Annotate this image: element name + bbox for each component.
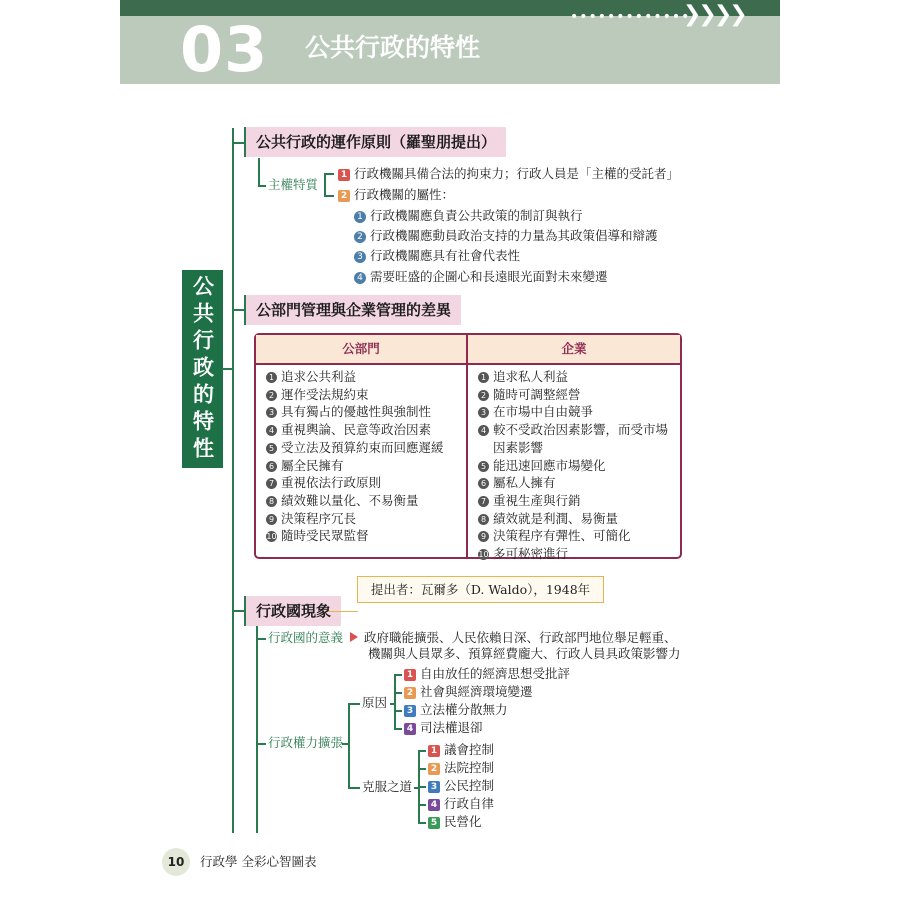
sub-branch-line — [256, 638, 266, 640]
table-row: 4 較不受政治因素影響，而受市場 — [478, 421, 668, 439]
callout-pointer — [328, 611, 358, 612]
table-row: 1 追求公共利益 — [266, 368, 444, 386]
sub-bracket-line — [342, 743, 348, 745]
section-header-principles: 公共行政的運作原則（羅聖朋提出） — [246, 127, 506, 157]
sub-bracket-line — [348, 703, 350, 787]
expansion-label: 行政權力擴張 — [268, 735, 344, 750]
table-row: 2 運作受法規約束 — [266, 386, 444, 404]
table-row: 2 隨時可調整經營 — [478, 386, 668, 404]
table-row: 4 重視輿論、民意等政治因素 — [266, 421, 444, 439]
cause-bracket-line — [394, 674, 396, 728]
main-tree-line — [232, 128, 234, 833]
table-row: 8 績效就是利潤、易衡量 — [478, 510, 668, 528]
table-row: 5 能迅速回應市場變化 — [478, 457, 668, 475]
cause-bracket-line — [394, 674, 402, 676]
triangle-arrow-icon — [350, 632, 358, 642]
table-row: 7 重視生產與行銷 — [478, 492, 668, 510]
table-row: 1 追求私人利益 — [478, 368, 668, 386]
header-chevrons-icon: ❯❯❯❯ — [683, 2, 745, 27]
cause-item: 1 自由放任的經濟思想受批評 — [404, 666, 570, 682]
remedy-bracket-line — [418, 786, 426, 788]
comparison-table — [254, 333, 682, 562]
cause-label: 原因 — [362, 695, 388, 710]
header-dots-decoration: •••••••••••••• — [570, 9, 700, 25]
page-number: 10 — [162, 848, 190, 876]
chapter-number: 03 — [180, 13, 269, 86]
table-row: 3 具有獨占的優越性與強制性 — [266, 403, 444, 421]
section-header-administrative-state: 行政國現象 — [246, 596, 341, 626]
cause-item: 4 司法權退卻 — [404, 720, 483, 736]
remedy-label: 克服之道 — [362, 779, 413, 794]
cause-item: 3 立法權分散無力 — [404, 702, 508, 718]
meaning-text-line: 機關與人員眾多、預算經費龐大、行政人員具政策影響力 — [368, 646, 681, 661]
table-row: 10 隨時受民眾監督 — [266, 528, 369, 544]
remedy-bracket-line — [418, 768, 426, 770]
side-connector — [222, 368, 234, 370]
cause-bracket-line — [394, 710, 402, 712]
sub-tree-line — [258, 158, 260, 185]
list-item: 2 行政機關的屬性： — [338, 187, 454, 203]
book-title: 行政學 全彩心智圖表 — [200, 854, 317, 869]
chapter-title: 公共行政的特性 — [305, 33, 481, 62]
table-row: 5 受立法及預算約束而回應遲緩 — [266, 439, 444, 457]
table-row: 10 多可秘密進行 — [478, 546, 569, 562]
number-badge: 2 — [338, 190, 350, 202]
table-row: 7 重視依法行政原則 — [266, 474, 444, 492]
number-circle: 2 — [354, 231, 366, 243]
number-circle: 4 — [354, 272, 366, 284]
column-header-public: 公部門 — [342, 341, 380, 356]
branch-line — [232, 142, 244, 144]
table-row: 6 屬全民擁有 — [266, 457, 444, 475]
sub-branch-line — [258, 185, 266, 187]
meaning-label: 行政國的意義 — [268, 630, 344, 645]
branch-line — [232, 610, 244, 612]
cause-bracket-line — [394, 692, 402, 694]
table-row: 9 決策程序有彈性、可簡化 — [478, 527, 668, 545]
remedy-bracket-line — [418, 804, 426, 806]
branch-line — [232, 309, 244, 311]
sub-bracket-line — [348, 703, 360, 705]
sovereignty-label: 主權特質 — [268, 177, 319, 192]
list-item: 4 需要旺盛的企圖心和長遠眼光面對未來變遷 — [354, 269, 608, 285]
sub-branch-line — [256, 743, 266, 745]
business-list — [478, 368, 668, 563]
remedy-item: 2 法院控制 — [428, 760, 494, 776]
number-badge: 1 — [338, 169, 350, 181]
meaning-text-line: 政府職能擴張、人民依賴日深、行政部門地位舉足輕重、 — [350, 630, 677, 646]
list-item: 2 行政機關應動員政治支持的力量為其政策倡導和辯護 — [354, 228, 658, 244]
cause-item: 2 社會與經濟環境變遷 — [404, 684, 533, 700]
table-row: 6 屬私人擁有 — [478, 474, 668, 492]
table-row-continued: 因素影響 — [493, 439, 544, 455]
side-label: 公共行政的特性 — [182, 270, 223, 468]
cause-bracket-line — [394, 728, 402, 730]
list-item: 3 行政機關應具有社會代表性 — [354, 248, 520, 264]
public-sector-list — [266, 368, 444, 545]
remedy-item: 5 民營化 — [428, 814, 482, 830]
section-header-differences: 公部門管理與企業管理的差異 — [246, 295, 461, 325]
author-callout: 提出者：瓦爾多（D. Waldo），1948年 — [357, 576, 604, 603]
list-item: 1 行政機關具備合法的拘束力；行政人員是「主權的受託者」 — [338, 166, 679, 182]
table-divider — [466, 335, 468, 557]
number-circle: 3 — [354, 251, 366, 263]
table-row: 9 決策程序冗長 — [266, 510, 444, 528]
sub-bracket-line — [324, 195, 334, 197]
table-row: 3 在市場中自由競爭 — [478, 403, 668, 421]
remedy-bracket-line — [418, 750, 426, 752]
sub-bracket-line — [324, 173, 334, 175]
sub-tree-line — [256, 626, 258, 833]
sub-bracket-line — [348, 787, 360, 789]
remedy-item: 4 行政自律 — [428, 796, 494, 812]
table-row: 8 績效難以量化、不易衡量 — [266, 492, 444, 510]
remedy-item: 1 議會控制 — [428, 742, 494, 758]
remedy-item: 3 公民控制 — [428, 778, 494, 794]
cause-bracket-line — [390, 703, 394, 705]
sub-bracket-line — [324, 173, 326, 195]
list-item: 1 行政機關應負責公共政策的制訂與執行 — [354, 208, 583, 224]
number-circle: 1 — [354, 211, 366, 223]
column-header-business: 企業 — [561, 341, 587, 356]
remedy-bracket-line — [418, 822, 426, 824]
